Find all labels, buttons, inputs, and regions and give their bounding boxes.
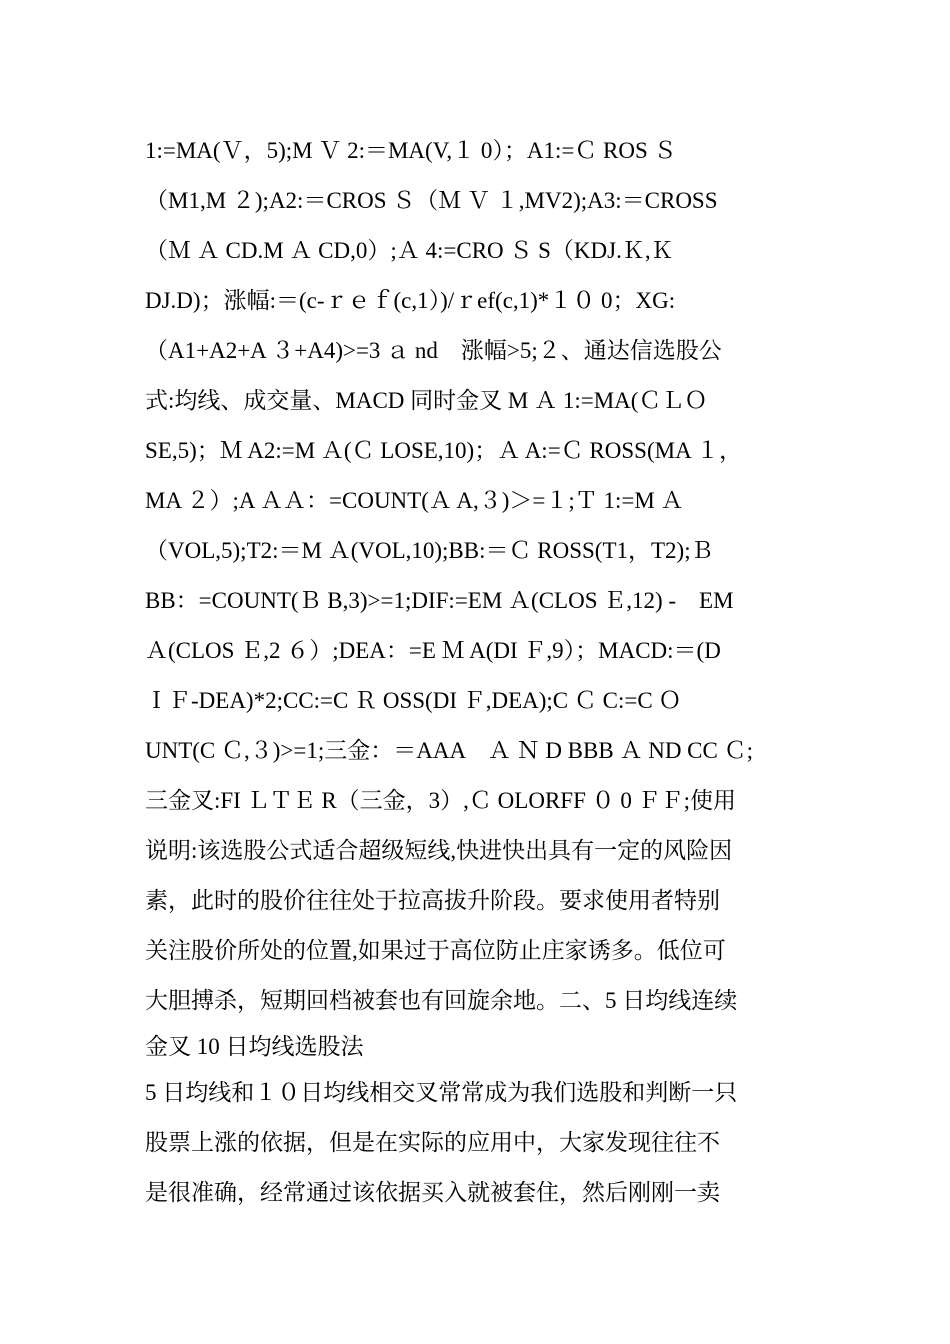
text-line-8: MA ２）;A ＡＡ：=COUNT(Ａ A,３)＞=１;Ｔ 1:=M Ａ [145, 488, 684, 513]
text-line-13: UNT(C Ｃ,３)>=1;三金：＝AAA Ａ Ｎ D BBB Ａ ND CC Ｃ; [145, 738, 753, 763]
text-line-5: （A1+A2+A ３+A4)>=3 ａ nd 涨幅>5;２、通达信选股公 [145, 338, 722, 363]
text-line-1: 1:=MA(Ｖ，5);M Ｖ 2:＝MA(V,１ 0）；A1:=Ｃ ROS Ｓ [145, 138, 677, 163]
text-line-16: 素，此时的股价往往处于拉高拔升阶段。要求使用者特别 [145, 888, 720, 913]
text-line-22: 是很准确，经常通过该依据买入就被套住，然后刚刚一卖 [145, 1180, 720, 1205]
text-line-10: BB：=COUNT(Ｂ B,3)>=1;DIF:=EM Ａ(CLOS Ｅ,12) - EM [145, 588, 734, 613]
text-line-17: 关注股价所处的位置,如果过于高位防止庄家诱多。低位可 [145, 938, 726, 963]
text-line-3: （Ｍ Ａ CD.M Ａ CD,0）;Ａ 4:=CRO Ｓ S（KDJ.Ｋ,Ｋ [145, 238, 674, 263]
document-body [145, 126, 825, 1218]
text-line-14: 三金叉:FI ＬＴＥ R（三金，3）,Ｃ OLORFF ０ 0 ＦＦ;使用 [145, 788, 737, 813]
text-line-15: 说明:该选股公式适合超级短线,快进快出具有一定的风险因 [145, 838, 733, 863]
text-line-11: Ａ(CLOS Ｅ,2 ６）;DEA：=E Ｍ A(DI Ｆ,9）；MACD:＝(D [145, 638, 721, 663]
text-line-6: 式:均线、成交量、MACD 同时金叉 M Ａ 1:=MA(ＣＬＯ [145, 388, 708, 413]
text-line-4: DJ.D)；涨幅:＝(c-ｒｅｆ(c,1）)/ｒef(c,1)*１０ 0；XG: [145, 288, 676, 313]
section-heading: 金叉 10 日均线选股法 [145, 1034, 364, 1059]
text-line-7: SE,5)；Ｍ A2:=M Ａ(Ｃ LOSE,10)；Ａ A:=Ｃ ROSS(MA １， [145, 438, 743, 463]
text-line-12: ＩＦ-DEA)*2;CC:=C Ｒ OSS(DI Ｆ,DEA);C Ｃ C:=C Ｏ [145, 688, 682, 713]
text-line-18: 大胆搏杀，短期回档被套也有回旋余地。二、5 日均线连续 [145, 988, 738, 1013]
text-line-20: 5 日均线和１０日均线相交叉常常成为我们选股和判断一只 [145, 1080, 738, 1105]
text-line-9: （VOL,5);T2:＝M Ａ(VOL,10);BB:＝Ｃ ROSS(T1，T2);Ｂ [145, 538, 714, 563]
text-line-2: （M1,M ２);A2:＝CROS Ｓ（Ｍ Ｖ １,MV2);A3:＝CROSS [145, 188, 718, 213]
text-line-21: 股票上涨的依据，但是在实际的应用中，大家发现往往不 [145, 1130, 720, 1155]
